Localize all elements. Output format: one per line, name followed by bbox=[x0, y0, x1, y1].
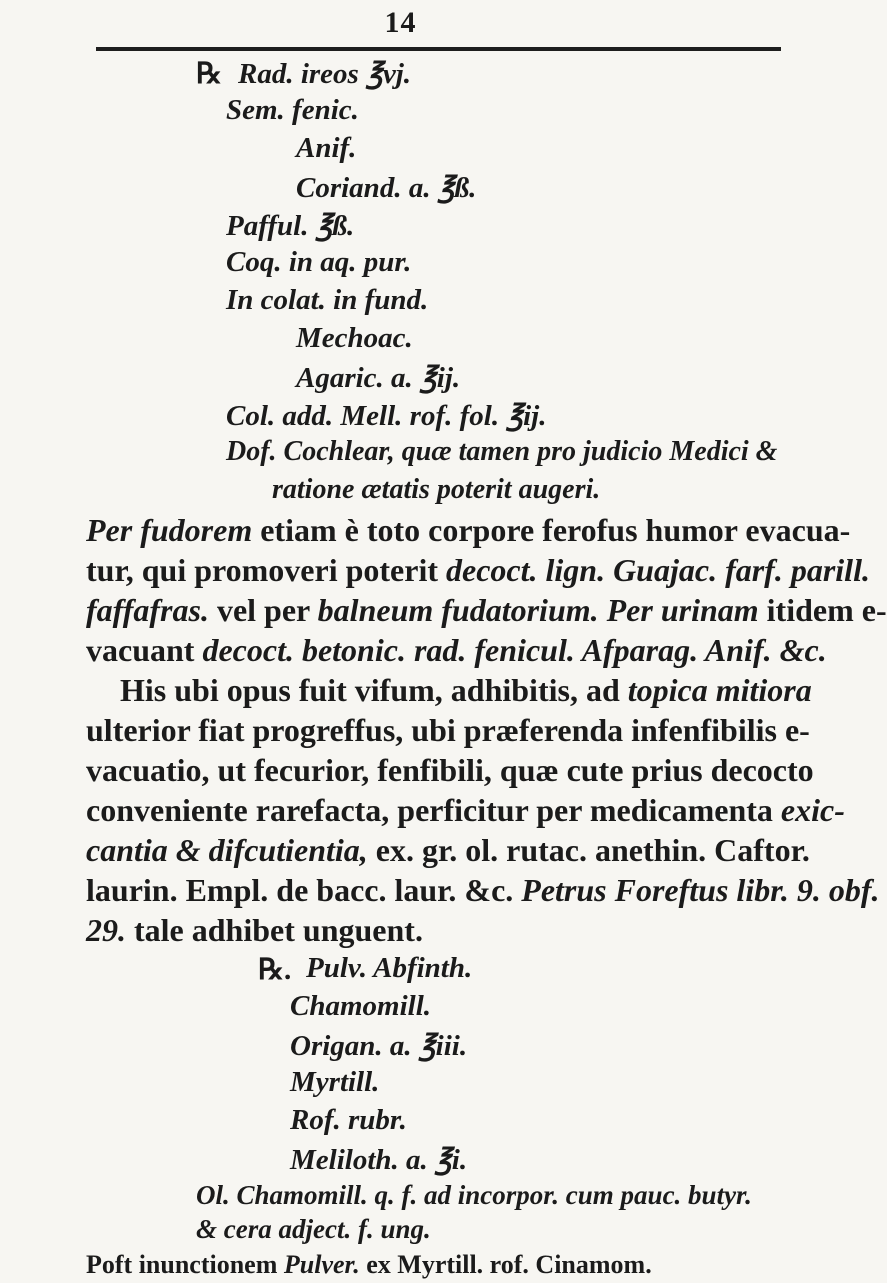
recipe-line: & cera adject. f. ung. bbox=[196, 1214, 431, 1244]
text-line: vacuatio, ut fecurior, fenfibili, quæ cute prius decocto bbox=[86, 752, 814, 788]
text-line: 29. tale adhibet unguent. bbox=[86, 912, 423, 948]
recipe-line: ratione ætatis poterit augeri. bbox=[272, 474, 601, 505]
recipe-line: Anif. bbox=[296, 132, 357, 164]
text-line: conveniente rarefacta, perficitur per medicamenta exic- bbox=[86, 792, 845, 828]
page-number: 14 bbox=[384, 6, 417, 39]
recipe-line: Col. add. Mell. rof. fol. ℥ij. bbox=[226, 400, 547, 432]
recipe-line: Sem. fenic. bbox=[226, 94, 359, 126]
recipe-line: Pulv. Abfinth. bbox=[306, 952, 473, 984]
recipe-line: Myrtill. bbox=[290, 1066, 380, 1098]
recipe-line: Meliloth. a. ℥i. bbox=[290, 1144, 468, 1176]
recipe-line: Pafful. ℥ß. bbox=[226, 210, 355, 242]
recipe-line: Origan. a. ℥iii. bbox=[290, 1030, 468, 1062]
text-line: His ubi opus fuit vifum, adhibitis, ad topica mitiora bbox=[120, 672, 812, 708]
recipe-line: Coriand. a. ℥ß. bbox=[296, 172, 477, 204]
recipe-line: Rof. rubr. bbox=[290, 1104, 407, 1136]
text-line: vacuant decoct. betonic. rad. fenicul. Afparag. Anif. &c. bbox=[86, 632, 827, 668]
text-line: tur, qui promoveri poterit decoct. lign. Guajac. farf. parill. bbox=[86, 552, 870, 588]
recipe-line: Mechoac. bbox=[296, 322, 413, 354]
text-line: faffafras. vel per balneum fudatorium. Per urinam itidem e- bbox=[86, 592, 887, 628]
header-rule bbox=[96, 47, 781, 51]
recipe-rx-symbol: ℞ bbox=[196, 58, 222, 90]
text-line: laurin. Empl. de bacc. laur. &c. Petrus Foreftus libr. 9. obf. bbox=[86, 872, 880, 908]
recipe-line: Agaric. a. ℥ij. bbox=[296, 362, 461, 394]
recipe-line: Chamomill. bbox=[290, 990, 432, 1022]
recipe-line: Dof. Cochlear, quæ tamen pro judicio Medici & bbox=[226, 436, 778, 467]
recipe-line: In colat. in fund. bbox=[226, 284, 429, 316]
text-line: ulterior fiat progreffus, ubi præferenda infenfibilis e- bbox=[86, 712, 810, 748]
recipe-line: Ol. Chamomill. q. f. ad incorpor. cum pauc. butyr. bbox=[196, 1180, 752, 1210]
recipe-line: Coq. in aq. pur. bbox=[226, 246, 412, 278]
text-line: cantia & difcutientia, ex. gr. ol. rutac. anethin. Caftor. bbox=[86, 832, 810, 868]
recipe-rx-symbol: ℞. bbox=[258, 954, 292, 986]
text-line: Per fudorem etiam è toto corpore ferofus humor evacua- bbox=[86, 512, 851, 548]
text-line: Poft inunctionem Pulver. ex Myrtill. rof. Cinamom. bbox=[86, 1250, 652, 1279]
recipe-line: Rad. ireos ℥vj. bbox=[238, 58, 412, 90]
